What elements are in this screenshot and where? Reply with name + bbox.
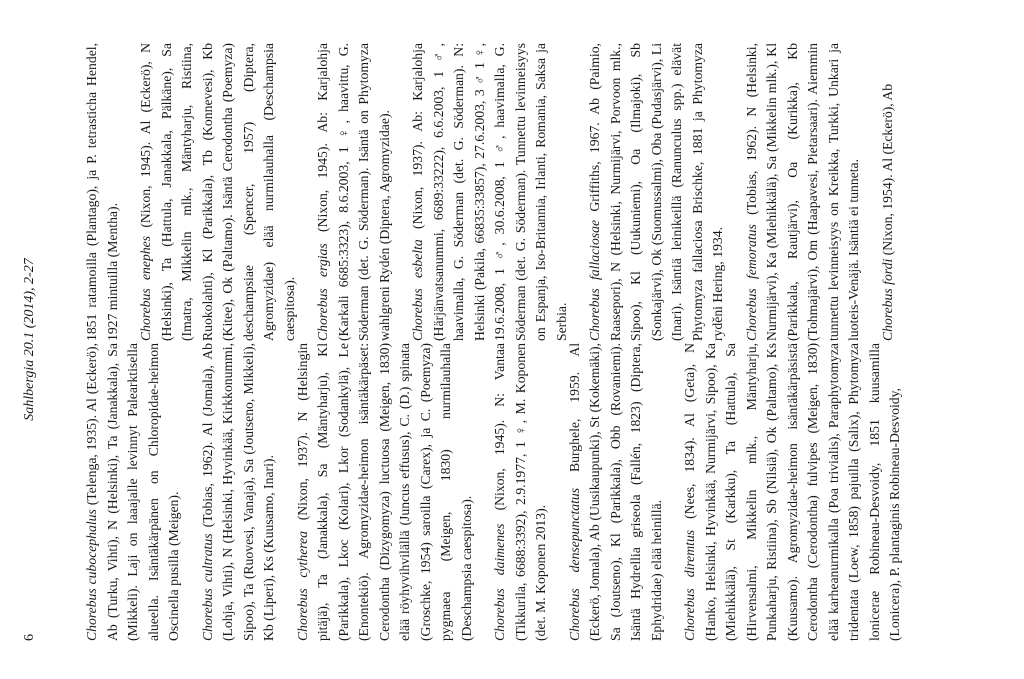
species-name: Chorebus cultratus [199,533,215,641]
species-entry [408,43,572,341]
species-name: Chorebus fordi [879,258,895,341]
species-description: Griffiths, 1967. Ab (Paimio, Raasepori), N (Helsinki, Nurmijärvi, Porvoon mlk., Sipoo), Kl (Uukuniemi), Oa (Ilmajoki), Sb (Sonkajärvi), Ok (Suomussalmi), Oba (Pudasjärvi), Li (Inari). Isäntiä leinikeillä (Ranunculus spp.) elävät Phytomyza fallaciosa Brischke, 1881 ja Phytomyza ryděni Hering, 1934. [587,43,725,341]
species-description: (Nixon, 1954). Al (Eckerö), Ab [879,83,895,259]
species-name: Chorebus enephes [138,235,153,341]
species-entry [565,343,668,641]
species-description: (Nixon, 1945). Al (Eckerö), N (Helsinki), Ta (Hattula, Janakkala, Pälkäne), Sa (Imatra, Mikkelin mlk., Mäntyharju, Ristiina, Ruokolahti), Kl (Parikkala), Tb (Konnevesi), Kb (Kitee), Ok (Paltamo). Isäntä Cerodontha (Poemyza) deschampsiae (Spencer, 1957) (Diptera, Agromyzidae) elää nurmilauhalla (Deschampsia caespitosa). [138,43,297,341]
species-entry [82,343,185,641]
species-description: (Tobias, 1962). Al (Jomala), Ab (Lohja, Vihti), N (Helsinki, Hyvinkää, Kirkkonummi, Sipoo), Ta (Ruovesi, Vanaja), Sa (Joutseno, Mikkeli), Kb (Liperi), Ks (Kuusamo, Inari). [199,343,276,641]
species-entry [136,43,300,341]
left-column [82,343,919,641]
species-name: Chorebus cytherea [294,530,310,641]
species-description: (Nixon, 1945). Ab: Karjalohja (Karkali 6685:3323), 8.6.2003, 1 ♀, haavittu, G. Söderman (det. G. Söderman). Isäntä on Phytomyza wahlgreni Rydén (Diptera, Agromyzidae). [315,42,392,341]
species-name: Chorebus ergias [315,243,330,341]
species-entry [293,343,478,641]
page-number: 6 [22,634,37,641]
species-description: (Nixon, 1945). N: Vantaa (Tikkurila, 6688:3392), 2.9.1977, 1 ♀, M. Koponen (det. M. Koponen 2013). [492,342,548,641]
species-entry [198,343,280,641]
species-description: Burghele, 1959. Al (Eckerö, Jomala), Ab (Uusikaupunki), St (Kokemäki), Sa (Joutseno), Kl (Parikkala), Obb (Rovaniemi). Isäntä Hydrellia griseola (Fallén, 1823) (Diptera, Ephydridae) elää heinillä. [566,342,664,641]
species-name: Chorebus fallaciosae [587,219,602,341]
species-description: (Nixon, 1937). Ab: Karjalohja (Härjänvatsanummi, 6689:33222), 6.6.2003, 1 ♂, haavimalla, G. Söderman (det. G. Söderman). N: Helsinki (Pakila, 66835:33857), 27.6.2003, 3 ♂ 1 ♀, 19.6.2008, 1 ♂, 30.6.2008, 1 ♂, haavimalla, G. Söderman (det. G. Söderman). Tunnettu levinneisyys on Espanja, Iso-Britannia, Irlanti, Romania, Saksa ja Serbia. [410,43,569,341]
species-description: 1851 ratamoilla (Plantago), ja P. tetrasticha Hendel, 1927 mintuilla (Mentha). [84,43,120,341]
species-name: Chorebus daimenes [492,523,507,641]
species-entry [680,343,906,641]
species-description: (Telenga, 1935). Al (Eckerö), Ab (Turku, Vihti), N (Helsinki), Ta (Janakkala), Sa (Mikkeli). Laji on laaajalle levinnyt Palearktisella alueella. Isäntäkärpänen on Chloropidae-heimon Oscinella pusilla (Meigen). [84,343,181,641]
journal-citation: Sahlbergia 20.1 (2014), 2-27 [22,258,37,421]
species-entry [82,43,123,341]
species-entry [585,43,729,341]
species-name: Chorebus diremtus [682,529,697,641]
species-entry [878,43,899,341]
species-entry [742,43,865,341]
species-name: Chorebus femoratus [743,224,759,341]
species-entry [313,43,395,341]
species-description: (Tobias, 1962). N (Helsinki, Nurmijärvi), Ka (Miehikkälä), Sa (Mikkelin mlk.), Kl (Parikkala, Rautjärvi), Oa (Kurikka), Kb (Tohmajärvi), Om (Haapavesi, Pietarsaari). Aiemmin tunnettu levinneisyys on Kreikka, Turkki, Unkari ja luoteis-Venäjä. Isäntiä ei tunneta. [743,43,861,341]
species-description: (Nixon, 1937). N (Helsingin pitäjä), Ta (Janakkala), Sa (Mäntyharju), Kl (Parikkala), Lkoc (Kolari), Lkor (Sodankylä), Le (Enontekiö). Agromyzidae-heimon isäntäkärpäset: Cerodontha (Dizygomyza) luctuosa (Meigen, 1830) elää röyhyvihvilällä (Juncus effusus), C. (D.) spinata (Groschke, 1954) saroilla (Carex), ja C. (Poemyza) pygmaea (Meigen, 1830) nurmilauhalla (Deschampsia caespitosa). [294,343,474,641]
species-name: Chorebus esbelta [410,239,425,341]
species-description: (Nees, 1834). Al (Geta), N (Hanko, Helsinki, Hyvinkää, Nurmijärvi, Sipoo), Ka (Miehikkälä), St (Karkku), Ta (Hattula), Sa (Hirvensalmi, Mikkelin mlk., Mäntyharju, Punkaharju, Ristiina), Sb (Nilsiä), Ok (Paltamo), Ks (Kuusamo). Agromyzidae-heimon isäntäkärpäsistä Cerodontha (Cerodontha) fulvipes (Meigen, 1830) elää karheanurmikalla (Poa trivialis), Paraphytomyza tridentata (Loew, 1858) pajuilla (Salix), Phytomyza lonicerae Robineau-Desvoidy, 1851 kuusamilla (Lonicera), P. plantaginis Robineau-Desvoidy, [682,342,902,641]
species-name: Chorebus densepunctatus [566,487,582,641]
running-header [20,0,44,679]
species-name: Chorebus cubocephalus [84,509,99,641]
species-entry [490,343,552,641]
right-column [82,43,911,341]
